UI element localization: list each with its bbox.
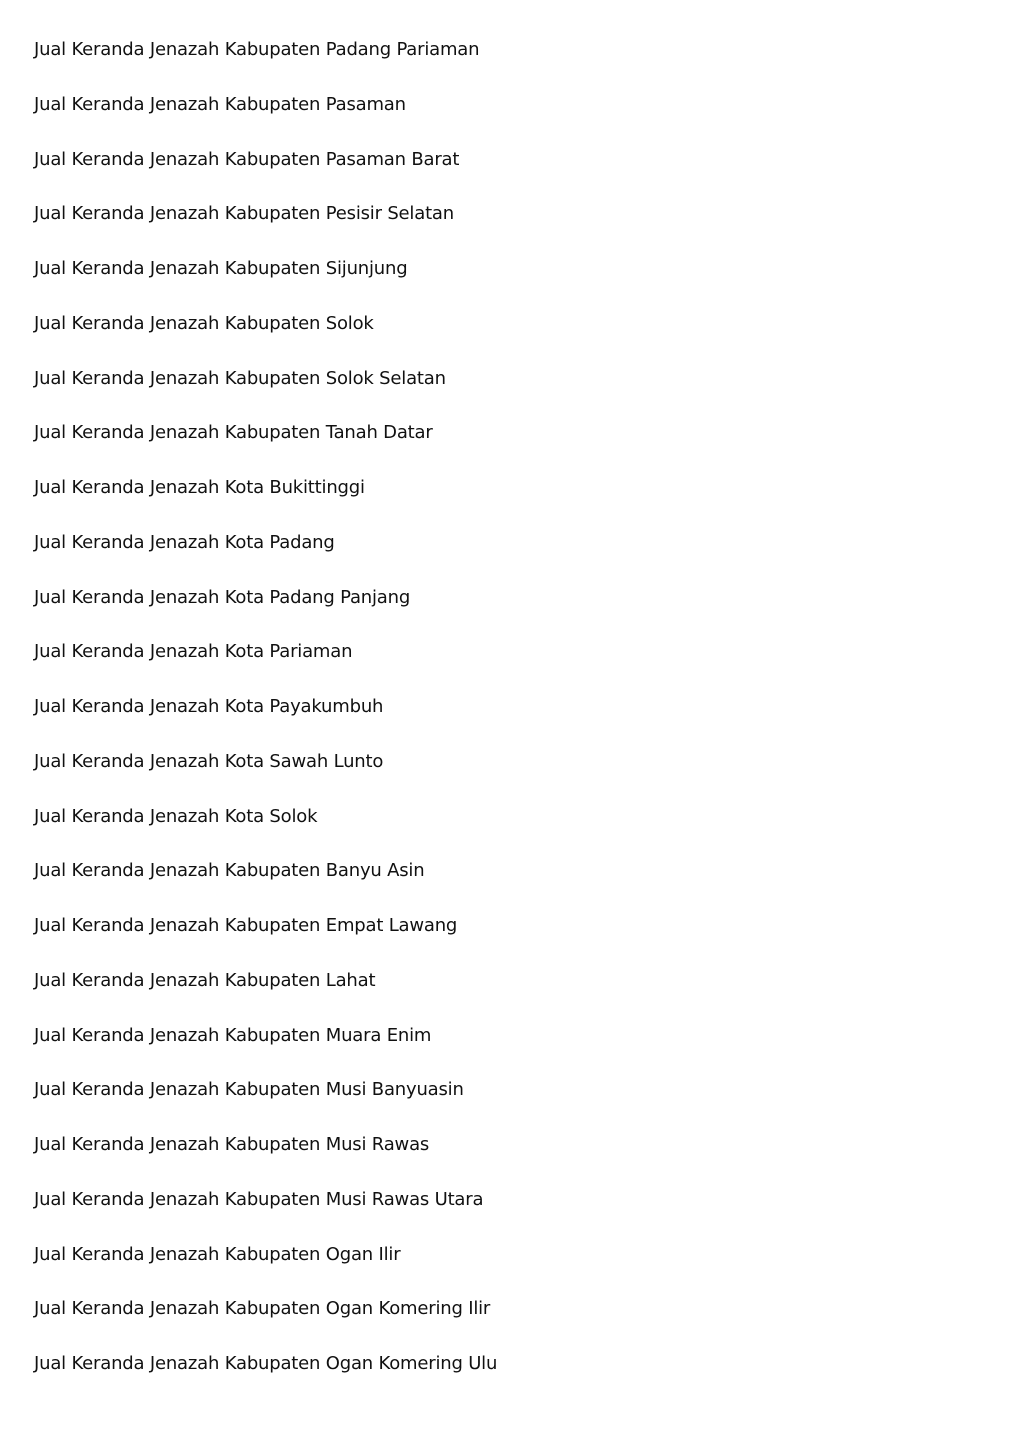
list-item: [34, 912, 934, 967]
list-item-link[interactable]: Jual Keranda Jenazah Kota Bukittinggi: [34, 477, 365, 498]
list-item: [34, 748, 934, 803]
list-item-link[interactable]: Jual Keranda Jenazah Kabupaten Muara Enim: [34, 1024, 432, 1046]
list-item-link[interactable]: Jual Keranda Jenazah Kabupaten Tanah Datar: [34, 422, 433, 444]
list-item-link[interactable]: Jual Keranda Jenazah Kabupaten Ogan Komering Ilir: [34, 1298, 491, 1320]
list-item-link[interactable]: Jual Keranda Jenazah Kabupaten Lahat: [34, 969, 376, 991]
list-item: [34, 365, 934, 420]
list-item: [34, 36, 934, 91]
list-item: [34, 1295, 934, 1350]
list-item-link[interactable]: Jual Keranda Jenazah Kabupaten Pasaman Barat: [34, 148, 460, 170]
list-item-link[interactable]: Jual Keranda Jenazah Kabupaten Banyu Asin: [34, 860, 425, 882]
list-item: [34, 146, 934, 201]
list-item: [34, 1022, 934, 1077]
list-item: [34, 529, 934, 584]
list-item-link[interactable]: Jual Keranda Jenazah Kabupaten Sijunjung: [34, 258, 408, 279]
list-item: [34, 584, 934, 639]
list-item: [34, 200, 934, 255]
list-item: [34, 1241, 934, 1296]
list-item-link[interactable]: Jual Keranda Jenazah Kota Sawah Lunto: [34, 750, 384, 772]
list-item-link[interactable]: Jual Keranda Jenazah Kota Padang: [34, 531, 335, 553]
list-item-link[interactable]: Jual Keranda Jenazah Kabupaten Pesisir Selatan: [34, 203, 454, 225]
list-item-link[interactable]: Jual Keranda Jenazah Kota Payakumbuh: [34, 696, 384, 717]
list-item-link[interactable]: Jual Keranda Jenazah Kabupaten Padang Pariaman: [34, 39, 480, 60]
list-item-link[interactable]: Jual Keranda Jenazah Kabupaten Empat Lawang: [34, 915, 458, 936]
list-item: [34, 803, 934, 858]
list-item: [34, 255, 934, 310]
list-item-link[interactable]: Jual Keranda Jenazah Kabupaten Musi Rawas Utara: [34, 1188, 484, 1210]
list-item-link[interactable]: Jual Keranda Jenazah Kota Padang Panjang: [34, 586, 411, 608]
list-item-link[interactable]: Jual Keranda Jenazah Kota Solok: [34, 805, 318, 827]
list-item: [34, 1186, 934, 1241]
link-list: [34, 36, 934, 1405]
list-item: [34, 419, 934, 474]
list-item: [34, 693, 934, 748]
list-item: [34, 1350, 934, 1405]
list-item-link[interactable]: Jual Keranda Jenazah Kabupaten Solok: [34, 312, 374, 334]
list-item-link[interactable]: Jual Keranda Jenazah Kabupaten Musi Banyuasin: [34, 1079, 464, 1101]
list-item: [34, 1076, 934, 1131]
list-item-link[interactable]: Jual Keranda Jenazah Kabupaten Musi Rawas: [34, 1134, 430, 1155]
list-item: [34, 474, 934, 529]
list-item-link[interactable]: Jual Keranda Jenazah Kabupaten Solok Selatan: [34, 367, 446, 389]
list-item: [34, 310, 934, 365]
list-item-link[interactable]: Jual Keranda Jenazah Kabupaten Ogan Komering Ulu: [34, 1353, 498, 1374]
list-item: [34, 91, 934, 146]
list-item: [34, 638, 934, 693]
list-item: [34, 1131, 934, 1186]
list-item-link[interactable]: Jual Keranda Jenazah Kabupaten Pasaman: [34, 93, 406, 115]
list-item-link[interactable]: Jual Keranda Jenazah Kabupaten Ogan Ilir: [34, 1243, 401, 1265]
list-item-link[interactable]: Jual Keranda Jenazah Kota Pariaman: [34, 641, 353, 663]
list-item: [34, 857, 934, 912]
list-item: [34, 967, 934, 1022]
